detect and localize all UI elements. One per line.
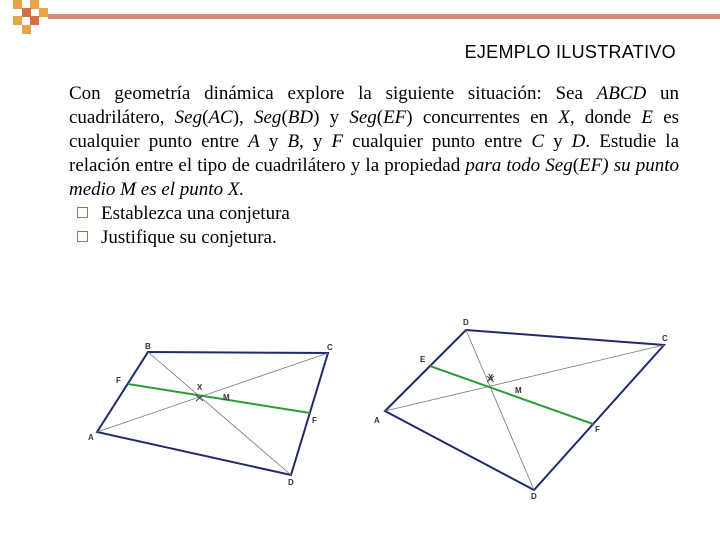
text-run: ABCD [596, 83, 647, 104]
label-c: C [662, 334, 668, 343]
label-e: F [116, 376, 121, 385]
label-d: D [288, 478, 294, 487]
text-run: ) y [313, 107, 350, 128]
label-b: D [463, 318, 469, 327]
label-m: M [223, 393, 230, 402]
bullet-text: Justifique su conjetura. [101, 227, 277, 248]
text-run: EF [579, 155, 603, 176]
text-run: Seg [174, 107, 203, 128]
text-run: un cuadrilátero, [69, 83, 679, 128]
text-run: C [531, 131, 544, 152]
text-run: ( [202, 107, 209, 128]
text-run: B [287, 131, 300, 152]
text-run: D [571, 131, 586, 152]
label-a: A [374, 416, 380, 425]
label-x: X [488, 373, 494, 382]
text-run: F [331, 131, 344, 152]
text-run: y [259, 131, 288, 152]
diagonal-bd [466, 330, 534, 490]
bullet-text: Establezca una conjetura [101, 203, 290, 224]
text-run: E [641, 107, 653, 128]
segment-ef [430, 366, 593, 424]
text-run: y [544, 131, 572, 152]
quadrilateral-abcd [385, 330, 664, 490]
label-x: X [197, 383, 203, 392]
label-b: B [145, 342, 151, 351]
text-run: A [248, 131, 260, 152]
text-run: , donde [569, 107, 642, 128]
figure-2-lines [385, 330, 664, 490]
text-run: , y [299, 131, 332, 152]
text-run: ( [572, 155, 580, 176]
label-c: C [327, 343, 333, 352]
text-run: X [558, 107, 570, 128]
text-run: Seg [349, 107, 377, 128]
label-e: E [420, 355, 426, 364]
text-run: es cualquier punto entre [69, 107, 680, 152]
text-run: . Estudie la relación entre el tipo de cuadrilátero y la propiedad [69, 131, 679, 176]
text-run: Con geometría dinámica explore la siguiente situación: Sea [69, 83, 597, 104]
text-run: Seg [254, 107, 282, 128]
text-run: BD [287, 107, 314, 128]
label-d: D [531, 492, 537, 501]
label-m: M [515, 386, 522, 395]
label-f: F [312, 416, 317, 425]
label-f: F [595, 425, 600, 434]
text-run: EF [383, 107, 407, 128]
label-a: A [88, 433, 94, 442]
slide-title: EJEMPLO ILUSTRATIVO [464, 42, 676, 62]
text-run: ( [376, 107, 384, 128]
text-run: AC [208, 107, 233, 128]
text-run: ), [232, 107, 254, 128]
text-run: cualquier punto entre [343, 131, 532, 152]
diagonal-ac [385, 345, 664, 411]
text-run: para todo Seg [465, 155, 573, 176]
text-run: ) concurrentes en [406, 107, 559, 128]
text-run: ( [281, 107, 288, 128]
text-run: ) su punto medio M es el punto X. [69, 155, 680, 200]
